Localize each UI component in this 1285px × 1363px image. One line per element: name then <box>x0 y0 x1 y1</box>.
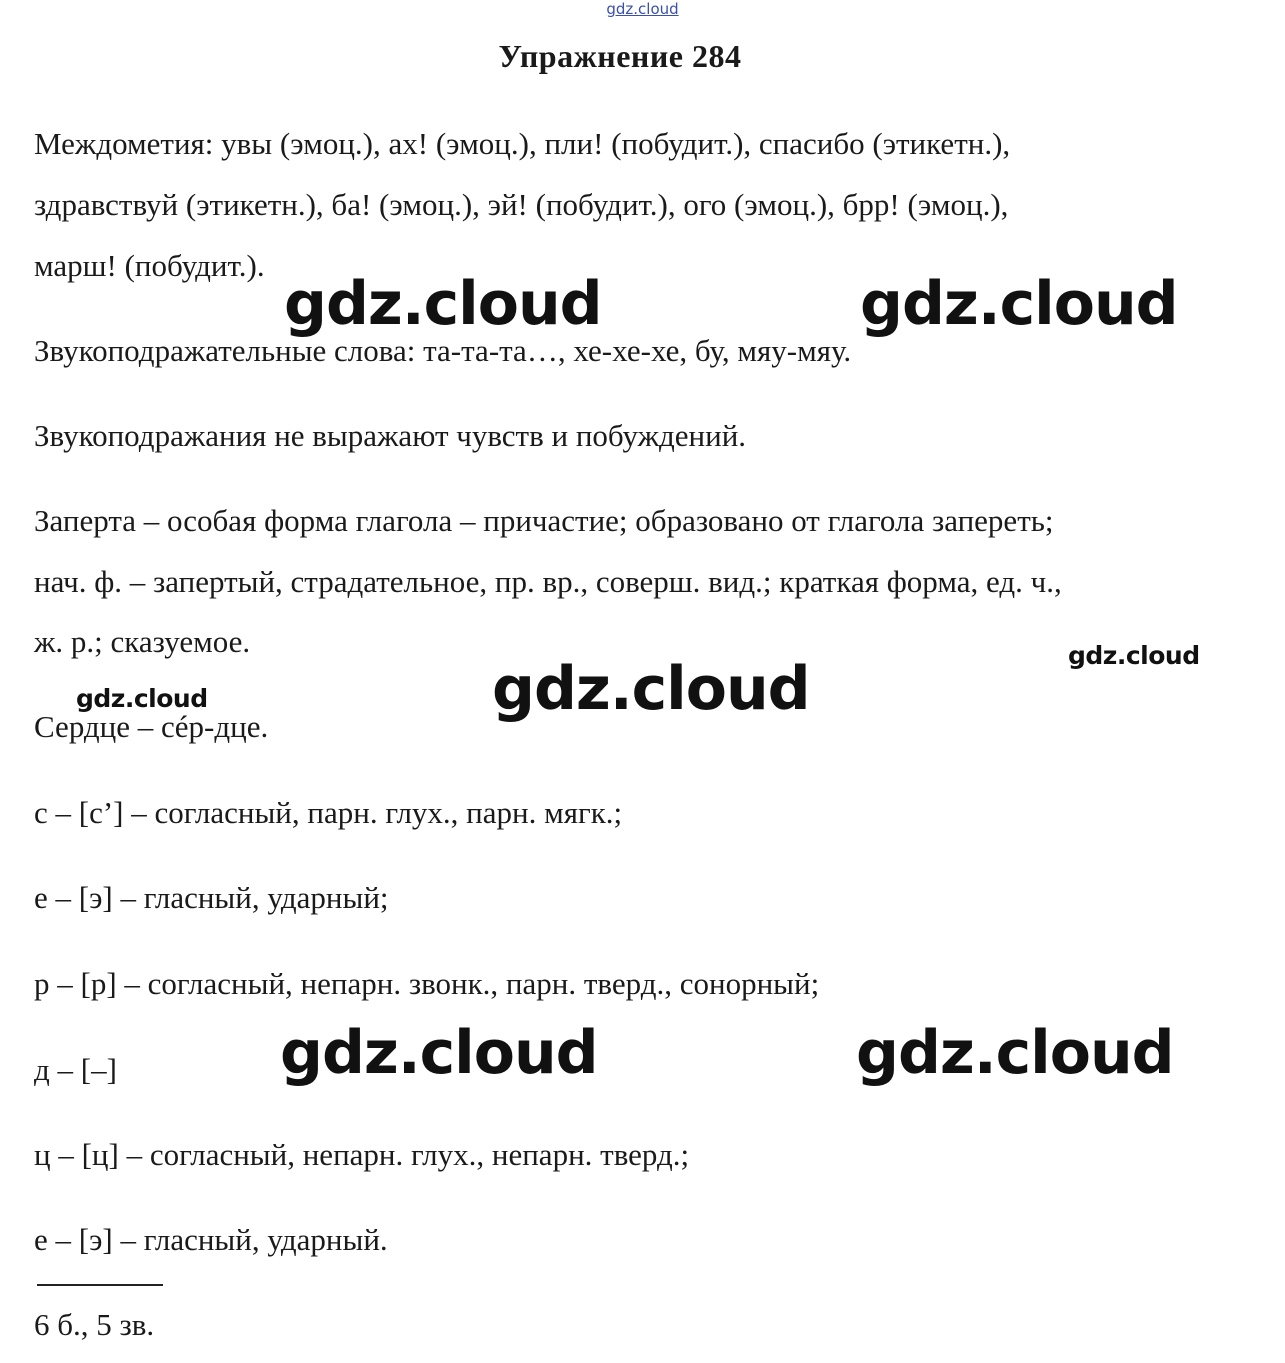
text-line-participle-2: нач. ф. – запертый, страдательное, пр. вр., соверш. вид.; краткая форма, ед. ч., <box>34 564 1062 599</box>
text-line-word-heart: Сердце – сéр-дце. <box>34 709 269 744</box>
exercise-title: Упражнение 284 <box>498 38 742 74</box>
footnote-divider <box>37 1284 163 1286</box>
text-line-phonetic-d: д – [–] <box>34 1052 117 1087</box>
text-line-interjections-3: марш! (побудит.). <box>34 248 265 283</box>
watermark: gdz.cloud <box>856 1018 1174 1088</box>
text-line-interjections-1: Междометия: увы (эмоц.), ах! (эмоц.), пли! (побудит.), спасибо (этикетн.), <box>34 126 1011 161</box>
text-line-phonetic-s: с – [с’] – согласный, парн. глух., парн. мягк.; <box>34 795 623 830</box>
text-line-participle-1: Заперта – особая форма глагола – причастие; образовано от глагола запереть; <box>34 503 1054 538</box>
watermark: gdz.cloud <box>284 269 602 339</box>
watermark: gdz.cloud <box>1068 641 1200 670</box>
watermark: gdz.cloud <box>860 269 1178 339</box>
text-line-interjections-2: здравствуй (этикетн.), ба! (эмоц.), эй! (побудит.), ого (эмоц.), брр! (эмоц.), <box>34 187 1009 222</box>
watermark: gdz.cloud <box>492 654 810 724</box>
watermark: gdz.cloud <box>76 684 208 713</box>
site-watermark-top: gdz.cloud <box>606 0 679 18</box>
text-line-phonetic-ts: ц – [ц] – согласный, непарн. глух., непарн. тверд.; <box>34 1137 690 1172</box>
text-line-participle-3: ж. р.; сказуемое. <box>34 624 251 659</box>
text-line-phonetic-e2: е – [э] – гласный, ударный. <box>34 1222 388 1257</box>
text-line-letter-sound-count: 6 б., 5 зв. <box>34 1307 155 1342</box>
text-line-onomatopoeia-note: Звукоподражания не выражают чувств и побуждений. <box>34 418 747 453</box>
watermark: gdz.cloud <box>280 1018 598 1088</box>
text-line-onomatopoeia: Звукоподражательные слова: та-та-та…, хе-хе-хе, бу, мяу-мяу. <box>34 333 852 368</box>
text-line-phonetic-r: р – [р] – согласный, непарн. звонк., парн. тверд., сонорный; <box>34 966 820 1001</box>
text-line-phonetic-e1: е – [э] – гласный, ударный; <box>34 880 389 915</box>
